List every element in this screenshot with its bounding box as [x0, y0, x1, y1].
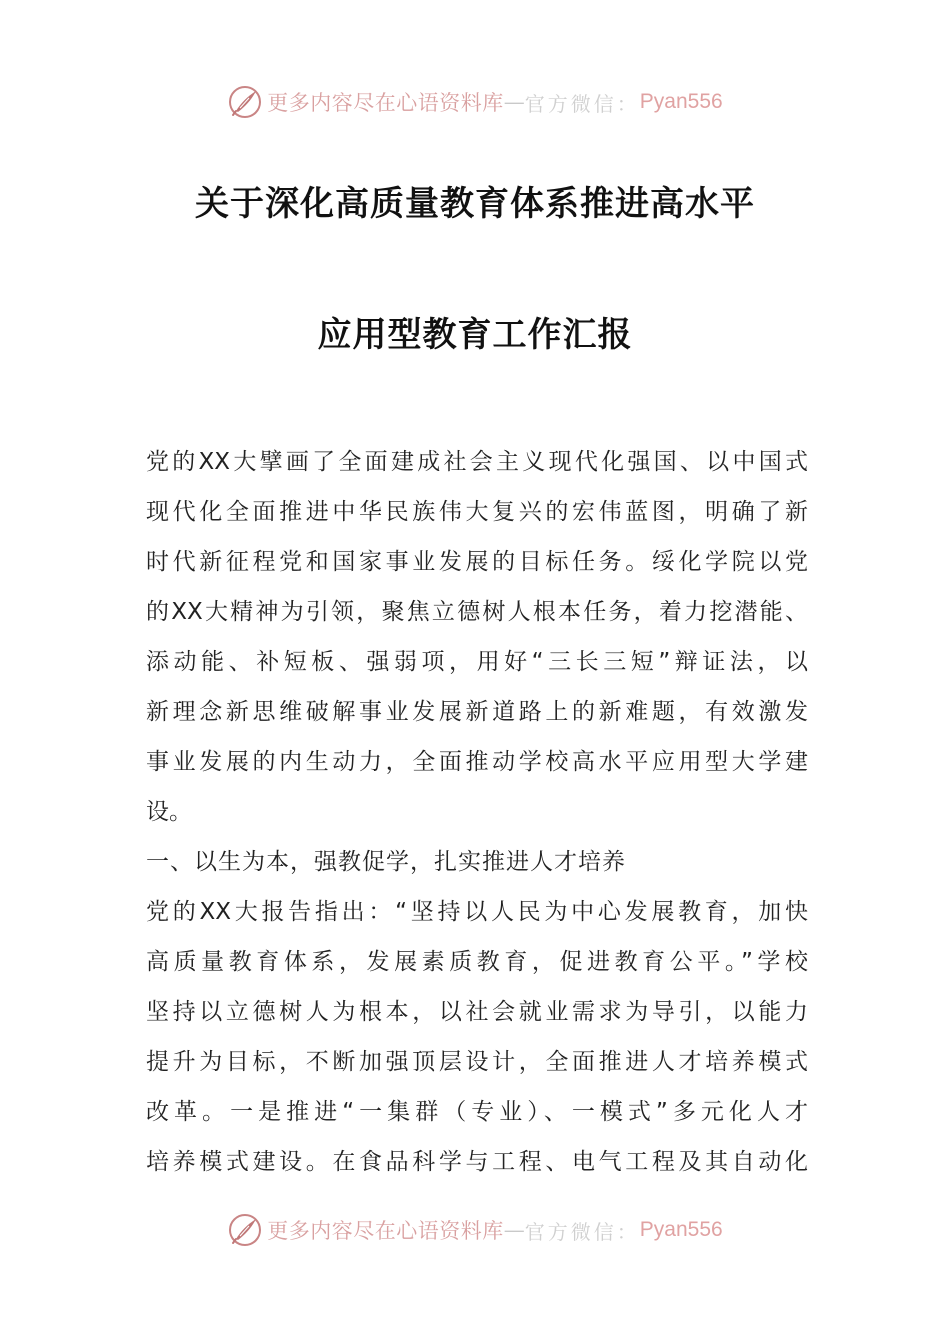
body-line: 设。 [146, 799, 192, 825]
watermark-separator: — [503, 1218, 525, 1242]
section-heading: 一、以生为本，强教促学，扎实推进人才培养 [146, 849, 626, 875]
body-line: 坚持以立德树人为根本，以社会就业需求为导引，以能力 [146, 999, 808, 1025]
body-line: 的XX大精神为引领，聚焦立德树人根本任务，着力挖潜能、 [146, 599, 808, 625]
quill-pen-logo-icon [227, 84, 263, 120]
document-title-line-2: 应用型教育工作汇报 [317, 315, 633, 355]
watermark-wechat-id: Pyan556 [639, 90, 723, 113]
watermark-brand-text: 更多内容尽在心语资料库 [267, 1219, 504, 1243]
body-line: 时代新征程党和国家事业发展的目标任务。绥化学院以党 [146, 549, 808, 575]
body-line: 提升为目标，不断加强顶层设计，全面推进人才培养模式 [146, 1049, 808, 1075]
watermark-banner-bottom [0, 1210, 950, 1250]
watermark-banner-top [0, 82, 950, 122]
body-line: 事业发展的内生动力，全面推动学校高水平应用型大学建 [146, 749, 808, 775]
body-line: 高质量教育体系，发展素质教育，促进教育公平。”学校 [146, 949, 808, 975]
body-line: 改革。一是推进“一集群（专业）、一模式”多元化人才 [146, 1099, 808, 1125]
body-line: 现代化全面推进中华民族伟大复兴的宏伟蓝图，明确了新 [146, 499, 808, 525]
watermark-wechat-label: 官方微信： [524, 1219, 640, 1244]
body-line: 新理念新思维破解事业发展新道路上的新难题，有效激发 [146, 699, 808, 725]
body-line: 培养模式建设。在食品科学与工程、电气工程及其自动化 [146, 1149, 808, 1175]
document-body [146, 437, 808, 1187]
body-line: 党的XX大擘画了全面建成社会主义现代化强国、以中国式 [146, 449, 808, 475]
quill-pen-logo-icon [227, 1212, 263, 1248]
watermark-separator: — [503, 90, 525, 114]
body-line: 党的XX大报告指出：“坚持以人民为中心发展教育，加快 [146, 899, 808, 925]
document-title-line-1: 关于深化高质量教育体系推进高水平 [195, 184, 755, 224]
watermark-wechat-label: 官方微信： [524, 91, 640, 116]
watermark-wechat-id: Pyan556 [639, 1218, 723, 1241]
body-line: 添动能、补短板、强弱项，用好“三长三短”辩证法，以 [146, 649, 808, 675]
watermark-brand-text: 更多内容尽在心语资料库 [267, 91, 504, 115]
